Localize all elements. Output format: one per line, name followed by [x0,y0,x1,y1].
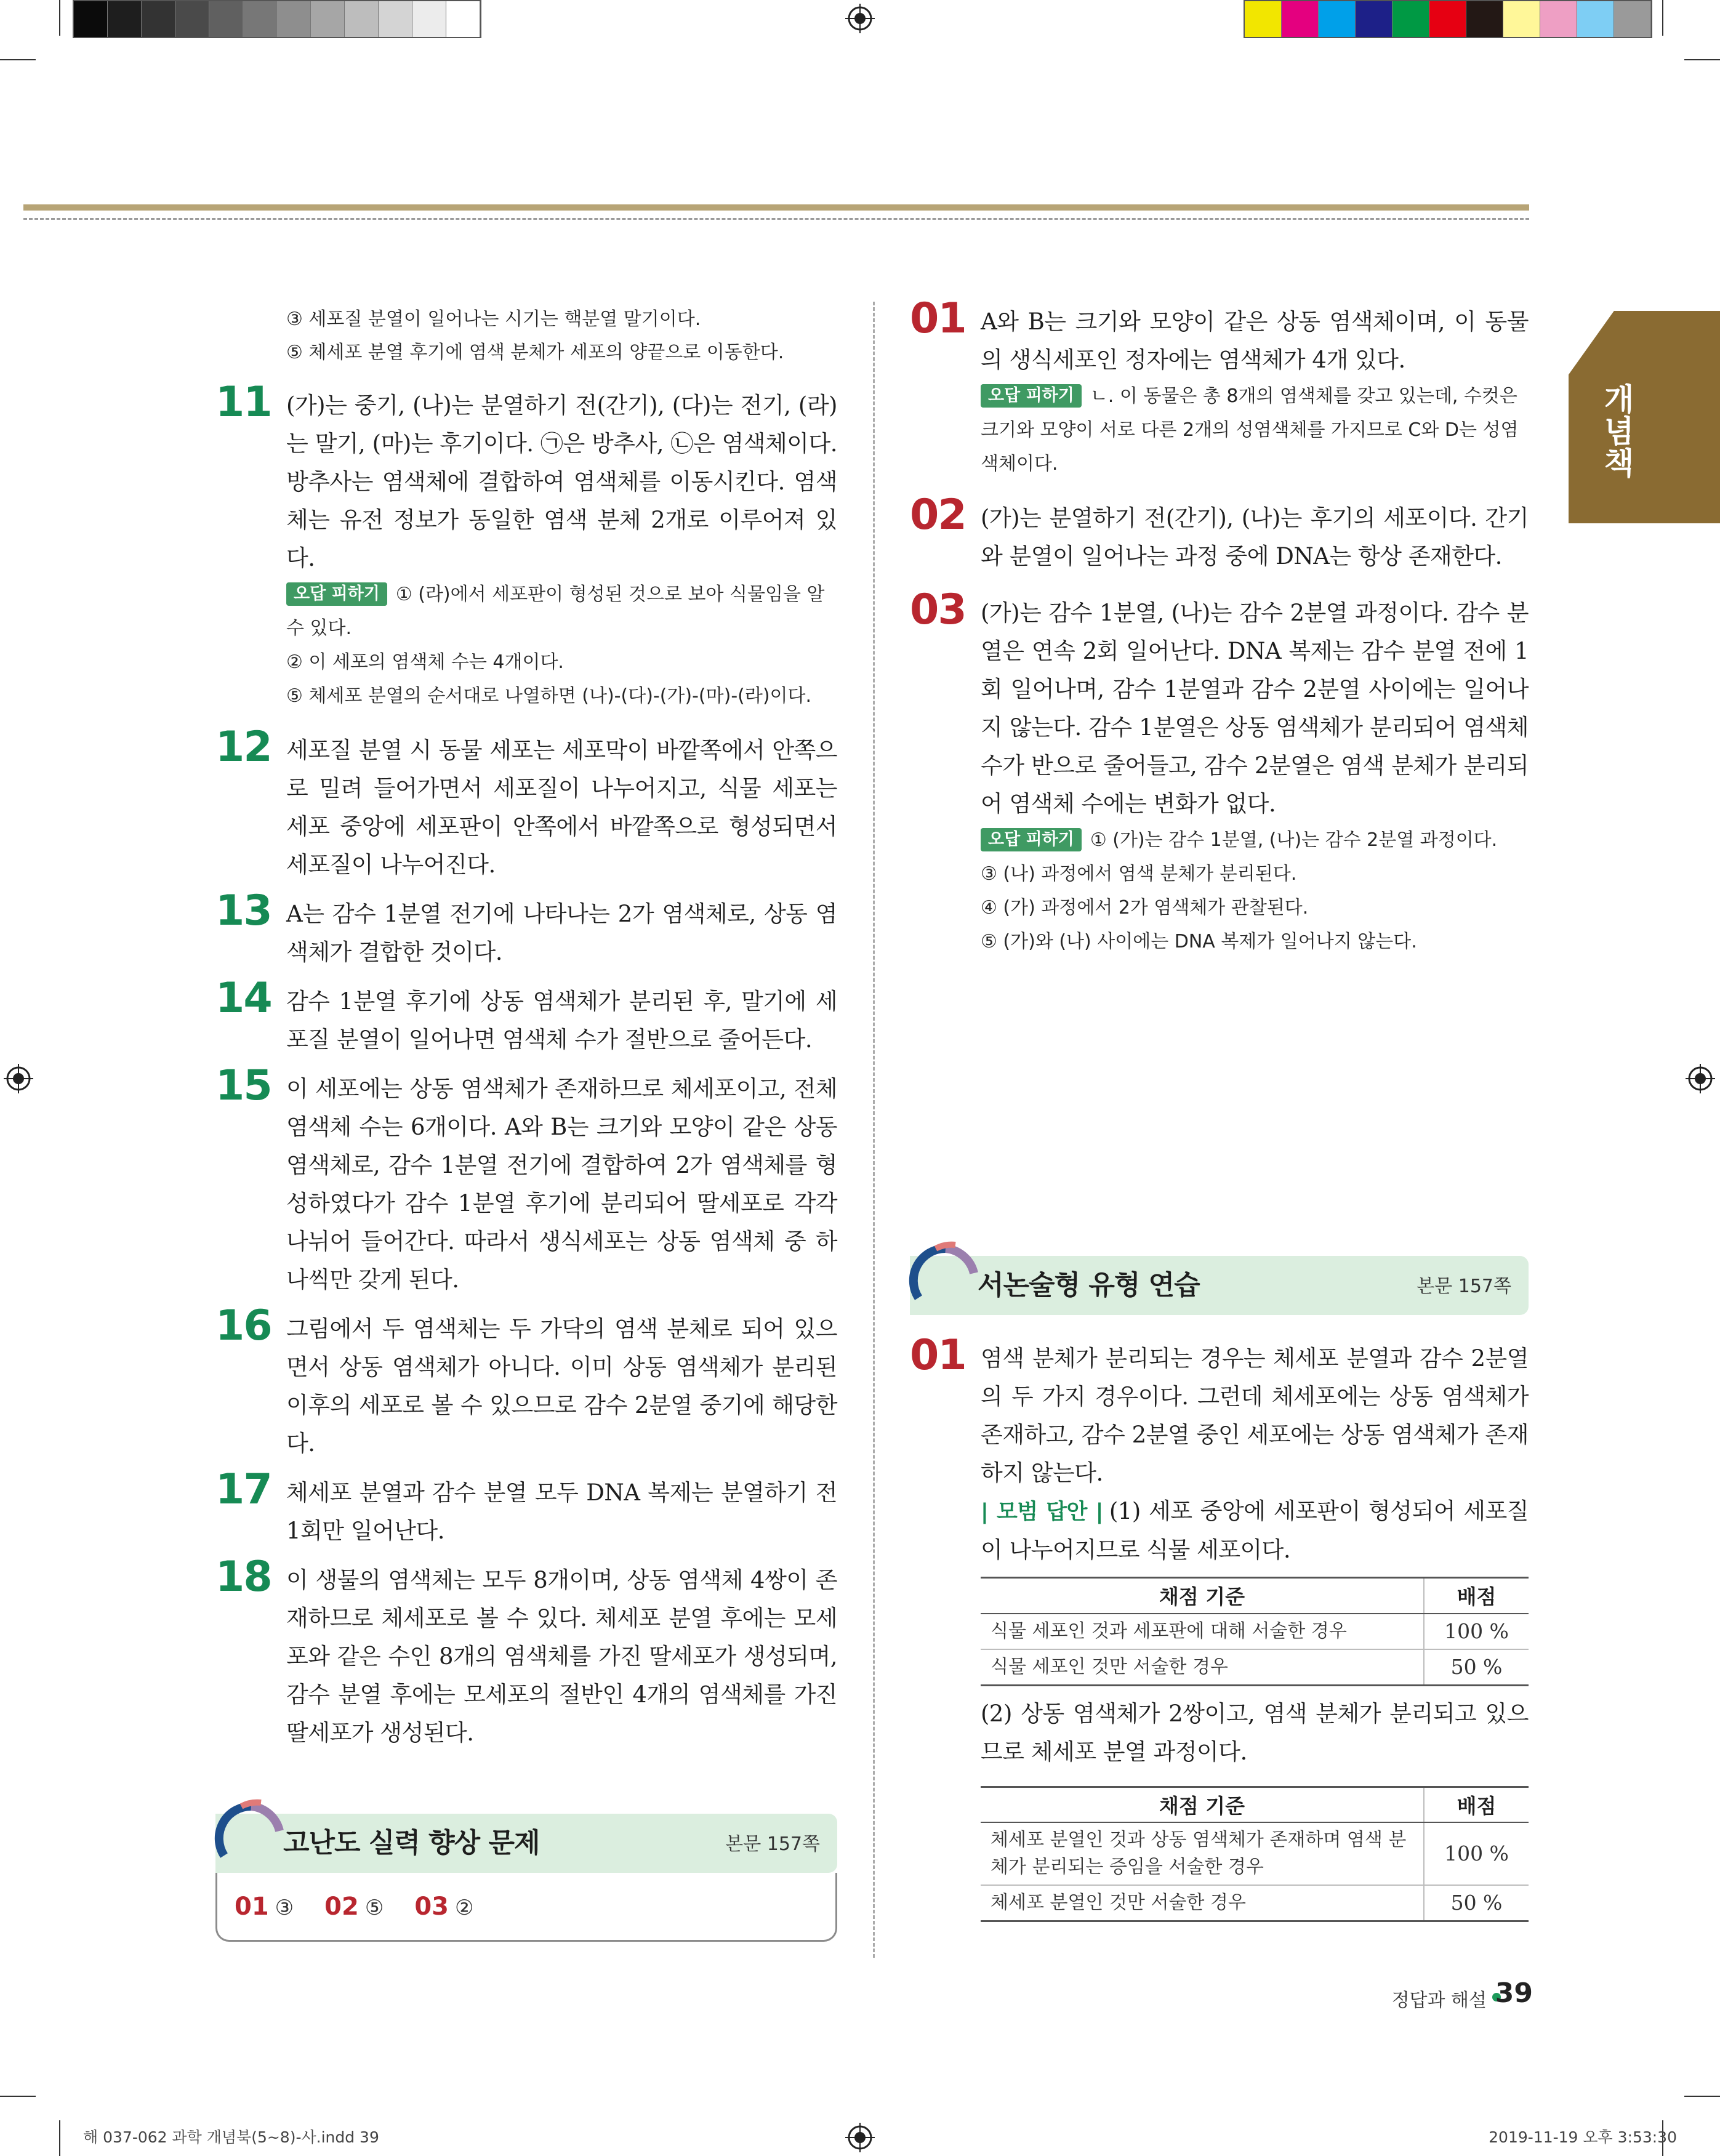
question-number: 14 [215,974,271,1023]
registration-mark-icon [845,4,875,33]
question-number: 02 [910,491,966,539]
question-11 [215,378,837,713]
color-swatch [1282,1,1319,37]
crop-mark [59,2120,60,2156]
wrong-answer-note [981,823,1529,857]
color-swatch [1466,1,1503,37]
color-swatch [1540,1,1577,37]
table-row [981,1614,1529,1649]
question-18 [215,1553,837,1752]
slug-timestamp: 2019-11-19 오후 3:53:30 [1489,2128,1677,2146]
table-cell: 식물 세포인 것만 서술한 경우 [981,1649,1424,1686]
gray-swatch [277,1,311,37]
gray-swatch [209,1,243,37]
essay-question-01 [910,1331,1529,1922]
header-gold-rule [23,204,1529,211]
registration-mark-icon [1686,1064,1715,1093]
table-cell: 100 % [1424,1822,1529,1885]
wrong-answer-badge: 오답 피하기 [981,828,1082,851]
table-cell: 50 % [1424,1885,1529,1921]
question-text: (가)는 분열하기 전(간기), (나)는 후기의 세포이다. 간기와 분열이 일어나는 과정 중에 DNA는 항상 존재한다. [981,505,1529,569]
question-r03 [910,585,1529,959]
note-text: ① (가)는 감수 1분열, (나)는 감수 2분열 과정이다. [1090,829,1498,851]
question-number: 17 [215,1465,271,1514]
gray-swatch [345,1,379,37]
model-answer [981,1492,1529,1569]
table-cell: 100 % [1424,1614,1529,1649]
scoring-table-2 [981,1786,1529,1923]
table-header: 채점 기준 [981,1578,1424,1614]
answer-number: 02 [324,1892,359,1921]
gray-swatch [108,1,142,37]
slug-file-info: 해 037-062 과학 개념북(5~8)-사.indd 39 [83,2128,379,2146]
essay-section [910,1256,1529,1933]
question-15 [215,1061,837,1299]
essay-section-header [910,1256,1529,1315]
note-text: ㄴ. 이 동물은 총 8개의 염색체를 갖고 있는데, 수컷은 크기와 모양이 서로 다른 2개의 성염색체를 가지므로 C와 D는 성염색체이다. [981,385,1519,475]
answer-value: ⑤ [364,1895,384,1920]
color-swatch [1503,1,1540,37]
note-text: ⑤ (가)와 (나) 사이에는 DNA 복제가 일어나지 않는다. [981,931,1417,952]
answer-item [324,1893,384,1921]
wrong-answer-note [286,577,837,645]
answer-number: 01 [235,1892,269,1921]
note-line: ③ 세포질 분열이 일어나는 시기는 핵분열 말기이다. [286,308,701,330]
note-line: ⑤ 체세포 분열 후기에 염색 분체가 세포의 양끝으로 이동한다. [286,342,784,363]
crop-mark [1684,2096,1720,2097]
question-r02 [910,491,1529,576]
question-text: 감수 1분열 후기에 상동 염색체가 분리된 후, 말기에 세포질 분열이 일어나면 염색체 수가 절반으로 줄어든다. [286,988,837,1053]
wrong-answer-note [981,379,1529,481]
table-row [981,1822,1529,1885]
gray-calibration-bar [73,0,481,38]
section-title: 서논술형 유형 연습 [978,1269,1200,1301]
question-number: 03 [910,585,966,634]
gray-swatch [446,1,480,37]
table-header: 배점 [1424,1578,1529,1614]
model-answer-text: (1) 세포 중앙에 세포판이 형성되어 세포질이 나누어지므로 식물 세포이다. [981,1498,1529,1563]
color-swatch [1245,1,1282,37]
crop-mark [0,59,36,60]
color-swatch [1392,1,1429,37]
answer-item [235,1893,294,1921]
table-cell: 식물 세포인 것과 세포판에 대해 서술한 경우 [981,1614,1424,1649]
advanced-section [215,1814,837,1942]
table-row [981,1885,1529,1921]
table-cell: 체세포 분열인 것만 서술한 경우 [981,1885,1424,1921]
advanced-section-header [215,1814,837,1873]
answer-number: 03 [414,1892,449,1921]
table-header: 배점 [1424,1787,1529,1822]
section-page-ref: 본문 157쪽 [725,1833,820,1855]
page-footer [1379,1976,1533,2013]
table-header: 채점 기준 [981,1787,1424,1822]
crop-mark [59,0,60,36]
question-17 [215,1465,837,1550]
column-divider [873,302,875,1958]
color-calibration-bar [1244,0,1652,38]
question-number: 01 [910,1331,966,1380]
question-number: 15 [215,1061,271,1110]
color-swatch [1614,1,1651,37]
table-row [981,1649,1529,1686]
gray-swatch [379,1,412,37]
table-cell: 체세포 분열인 것과 상동 염색체가 존재하며 염색 분체가 분리되는 증임을 서술한 경우 [981,1822,1424,1885]
registration-mark-icon [4,1064,33,1093]
scoring-table-1 [981,1577,1529,1686]
page-number: 39 [1495,1977,1533,2009]
right-column [910,294,1529,1915]
wrong-answer-badge: 오답 피하기 [286,582,387,606]
question-number: 13 [215,887,271,935]
note-text: ① (라)에서 세포판이 형성된 것으로 보아 식물임을 알 수 있다. [286,584,825,639]
answer-value: ② [454,1895,474,1920]
note-text: ③ (나) 과정에서 염색 분체가 분리된다. [981,863,1297,885]
question-12 [215,723,837,884]
question-text: 체세포 분열과 감수 분열 모두 DNA 복제는 분열하기 전 1회만 일어난다. [286,1479,837,1544]
section-title: 고난도 실력 향상 문제 [283,1827,540,1859]
question-text: A는 감수 1분열 전기에 나타나는 2가 염색체로, 상동 염색체가 결합한 것이다. [286,901,837,965]
registration-mark-icon [845,2123,875,2152]
question-text: A와 B는 크기와 모양이 같은 상동 염색체이며, 이 동물의 생식세포인 정자에는 염색체가 4개 있다. [981,308,1529,373]
question-text: 이 생물의 염색체는 모두 8개이며, 상동 염색체 4쌍이 존재하므로 체세포로 볼 수 있다. 체세포 분열 후에는 모세포와 같은 수인 8개의 염색체를 가진 딸세포가 생성되며, 감수 분열 후에는 모세포의 절반인 4개의 염색체를 가진 딸세포가 생성된다. [286,1567,837,1746]
gray-swatch [311,1,345,37]
continued-notes [215,303,837,369]
gray-swatch [412,1,446,37]
color-swatch [1319,1,1356,37]
question-number: 11 [215,378,271,427]
crop-mark [1684,59,1720,60]
footer-label: 정답과 해설 [1391,1990,1487,2011]
left-column [215,303,837,1942]
gray-swatch [243,1,277,37]
question-text: 세포질 분열 시 동물 세포는 세포막이 바깥쪽에서 안쪽으로 밀려 들어가면서 세포질이 나누어지고, 식물 세포는 세포 중앙에 세포판이 안쪽에서 바깥쪽으로 형성되면서 세포질이 나누어진다. [286,737,837,878]
crop-mark [0,2096,36,2097]
question-14 [215,974,837,1059]
question-number: 18 [215,1553,271,1601]
side-tab-label: 개념책 [1599,383,1634,479]
answer-box [215,1873,837,1942]
question-text: 염색 분체가 분리되는 경우는 체세포 분열과 감수 2분열의 두 가지 경우이다. 그런데 체세포에는 상동 염색체가 존재하고, 감수 2분열 중인 세포에는 상동 염색체가 존재하지 않는다. [981,1345,1529,1486]
question-text: (가)는 감수 1분열, (나)는 감수 2분열 과정이다. 감수 분열은 연속 2회 일어난다. DNA 복제는 감수 분열 전에 1회 일어나며, 감수 1분열과 감수 2분열 사이에는 일어나지 않는다. 감수 1분열은 상동 염색체가 분리되어 염색체 수가 반으로 줄어들고, 감수 2분열은 염색 분체가 분리되어 염색체 수에는 변화가 없다. [981,600,1529,817]
question-text: 그림에서 두 염색체는 두 가닥의 염색 분체로 되어 있으면서 상동 염색체가 아니다. 이미 상동 염색체가 분리된 이후의 세포로 볼 수 있으므로 감수 2분열 중기에 해당한다. [286,1316,837,1457]
table-cell: 50 % [1424,1649,1529,1686]
crop-mark [1662,0,1663,36]
note-text: ⑤ 체세포 분열의 순서대로 나열하면 (나)-(다)-(가)-(마)-(라)이다. [286,685,812,707]
color-swatch [1577,1,1614,37]
note-text: ② 이 세포의 염색체 수는 4개이다. [286,651,564,673]
question-text: 이 세포에는 상동 염색체가 존재하므로 체세포이고, 전체 염색체 수는 6개이다. A와 B는 크기와 모양이 같은 상동 염색체로, 감수 1분열 전기에 결합하여 2가 염색체를 형성하였다가 감수 1분열 후기에 분리되어 딸세포로 각각 나뉘어 들어간다. 따라서 생식세포는 상동 염색체 중 하나씩만 갖게 된다. [286,1076,837,1293]
gray-swatch [142,1,175,37]
question-number: 12 [215,723,271,771]
question-text: (가)는 중기, (나)는 분열하기 전(간기), (다)는 전기, (라)는 말기, (마)는 후기이다. ㉠은 방추사, ㉡은 염색체이다. 방추사는 염색체에 결합하여 염색체를 이동시킨다. 염색체는 유전 정보가 동일한 염색 분체 2개로 이루어져 있다. [286,392,837,571]
answer-value: ③ [275,1895,294,1920]
model-answer-tag: | 모범 답안 | [981,1500,1103,1524]
model-answer-text: (2) 상동 염색체가 2쌍이고, 염색 분체가 분리되고 있으므로 체세포 분열 과정이다. [981,1700,1529,1765]
question-13 [215,887,837,971]
answer-item [414,1893,473,1921]
section-arc-icon [212,1788,291,1867]
question-number: 01 [910,294,966,343]
question-r01 [910,294,1529,481]
question-16 [215,1301,837,1463]
color-swatch [1429,1,1466,37]
color-swatch [1356,1,1392,37]
note-text: ④ (가) 과정에서 2가 염색체가 관찰된다. [981,897,1309,919]
gray-swatch [74,1,108,37]
header-dashed-rule [23,218,1529,220]
wrong-answer-badge: 오답 피하기 [981,384,1082,408]
section-arc-icon [906,1230,985,1309]
section-page-ref: 본문 157쪽 [1417,1276,1511,1297]
question-number: 16 [215,1301,271,1350]
gray-swatch [175,1,209,37]
